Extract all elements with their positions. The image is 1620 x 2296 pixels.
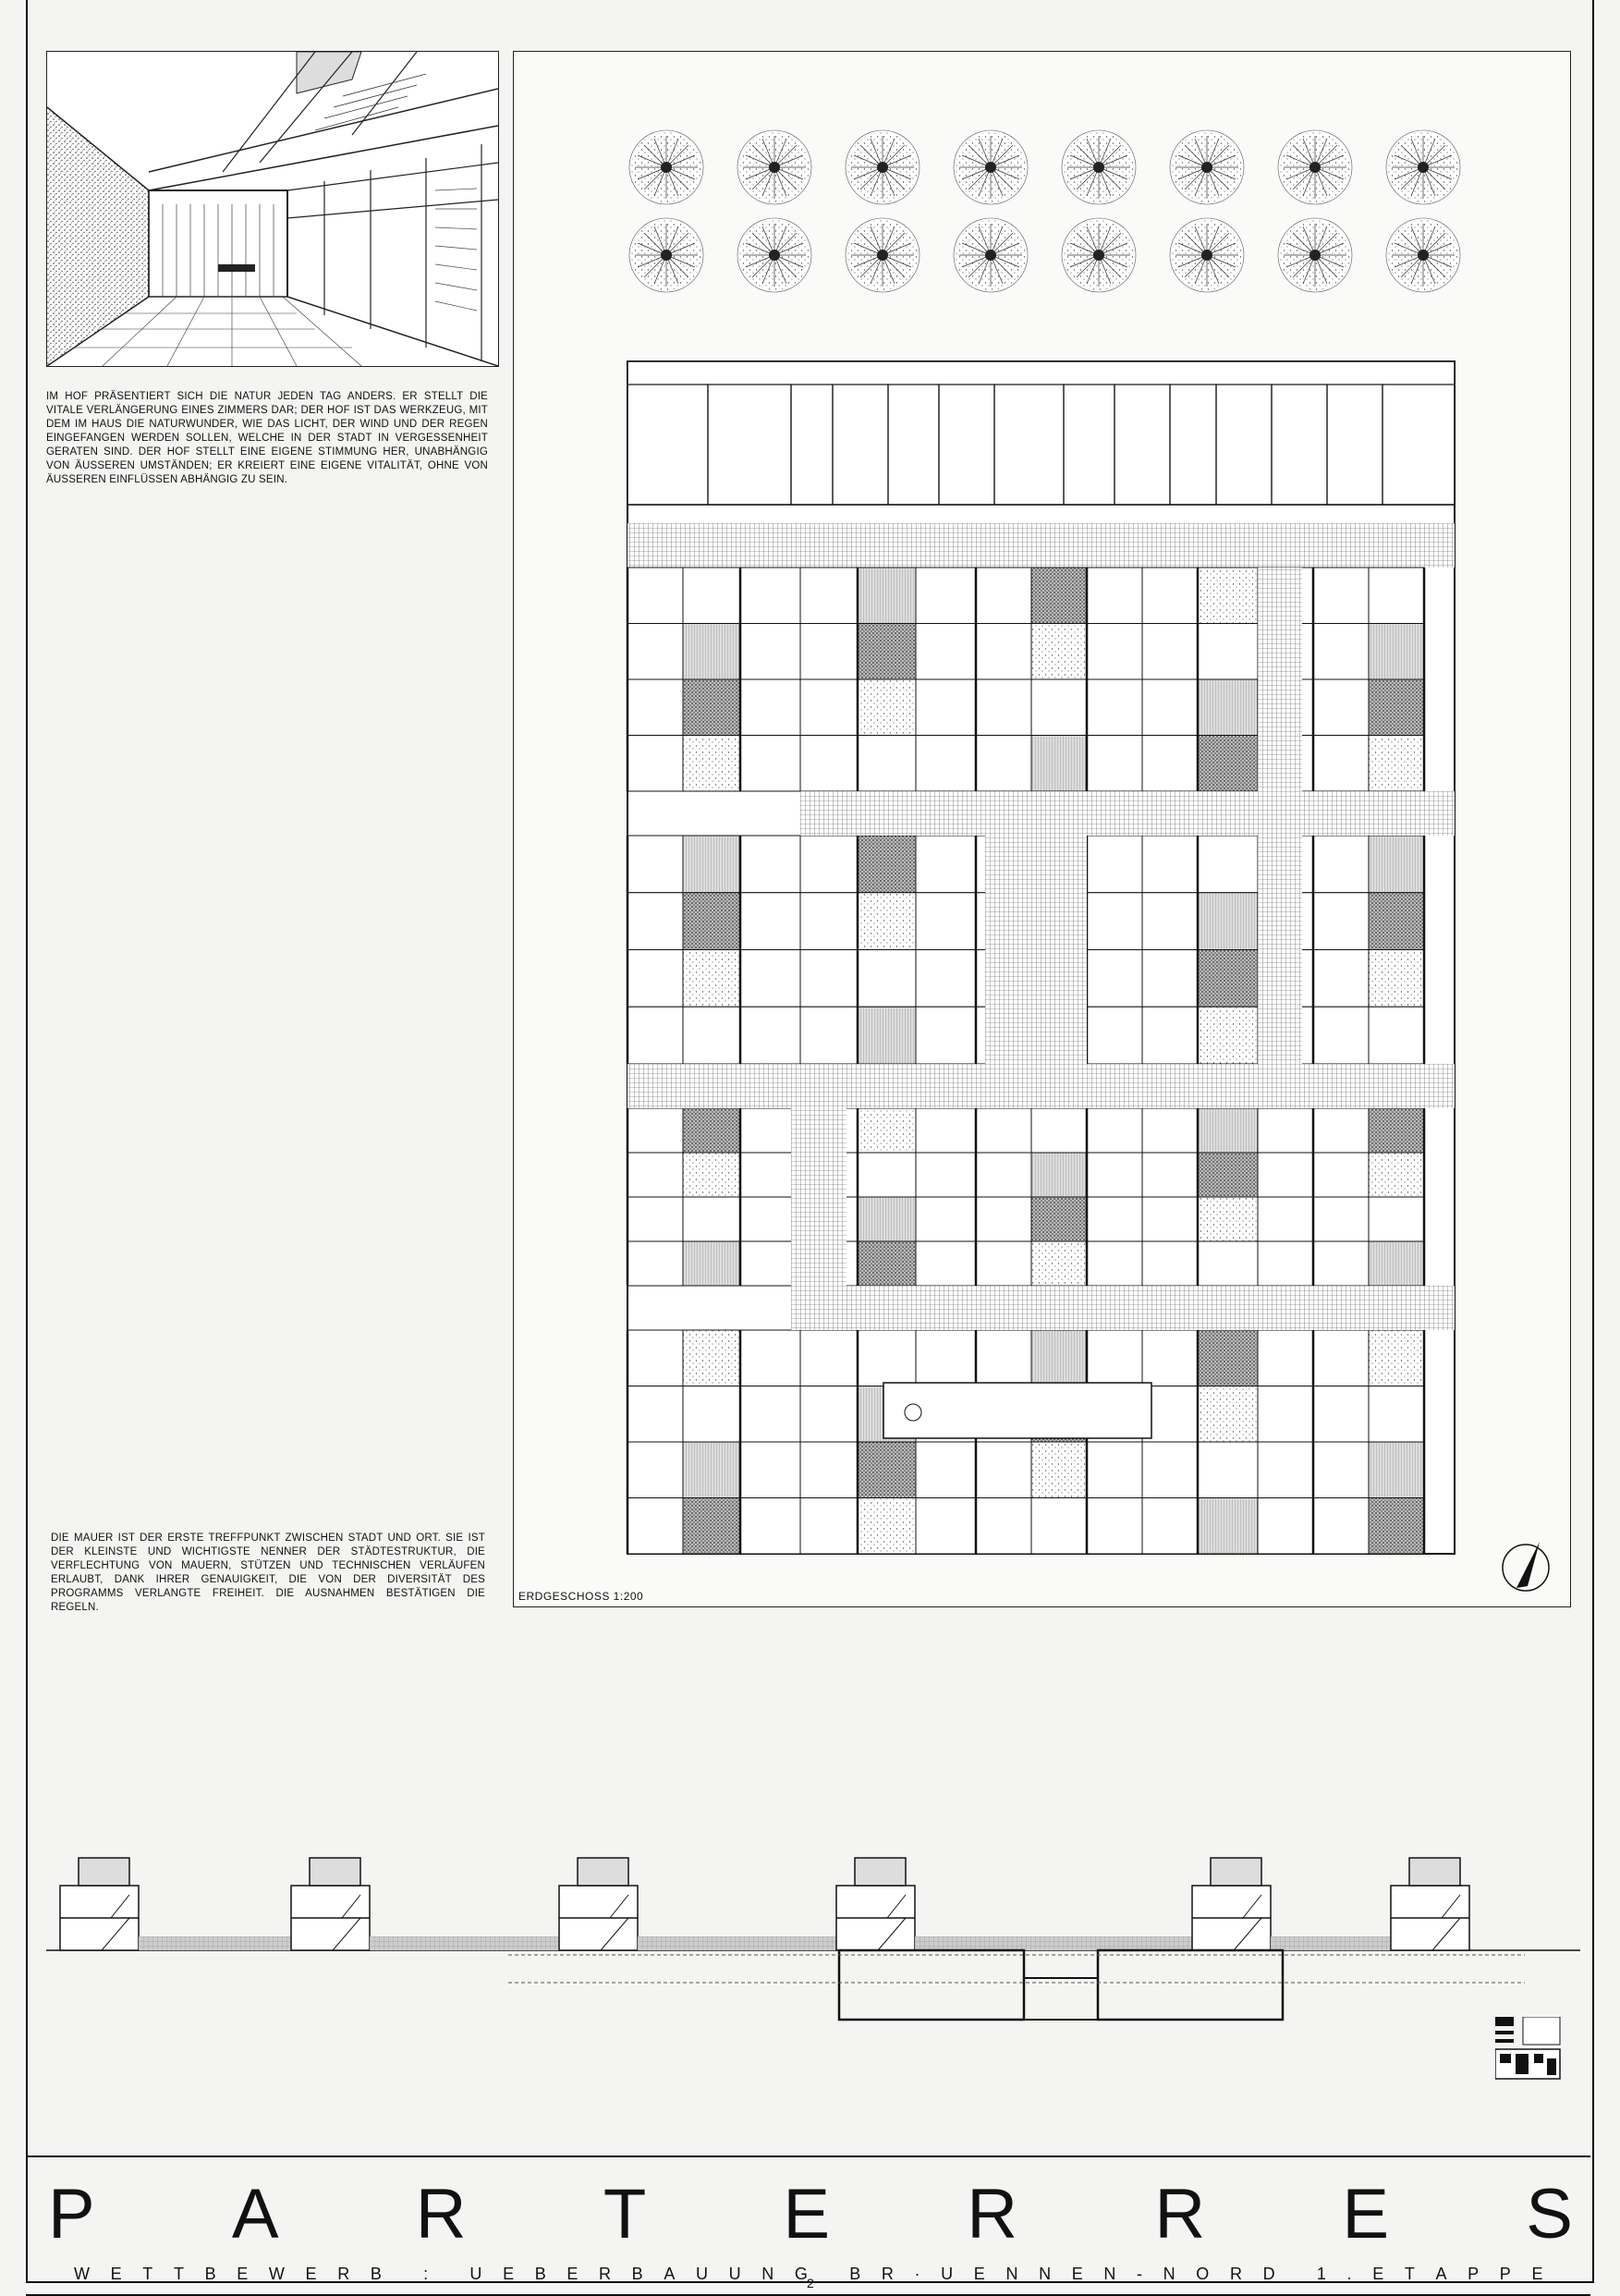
courtyard-description: IM HOF PRÄSENTIERT SICH DIE NATUR JEDEN TAG ANDERS. ER STELLT DIE VITALE VERLÄNGERUNG EINES ZIMMERS DAR; DER HOF IST DAS WERKZEUG, MIT DEM IM HAUS DIE NATURWUNDER, WIE DAS LICHT, DER WIND UND DER REGEN EINGEFANGEN WERDEN SOLLEN, WELCHE IN DER STADT IN VERGESSENHEIT GERATEN SIND. DER HOF STELLT EINE EIGENE STIMMUNG HER, UNABHÄNGIG VON ÄUSSEREN UMSTÄNDEN; ER KREIERT EINE EIGENE VITALITÄT, OHNE VON ÄUSSEREN EINFLÜSSEN ABHÄNGIG ZU SEIN. <box>46 391 488 485</box>
plan-cell <box>1258 1153 1313 1197</box>
plan-cell <box>1198 1108 1258 1153</box>
plan-cell <box>683 736 740 792</box>
plan-cell <box>976 1108 1031 1153</box>
plan-cell <box>1369 1108 1424 1153</box>
plan-cell <box>1087 1442 1142 1498</box>
section-house <box>836 1858 1192 1950</box>
plan-cell <box>683 1197 740 1241</box>
subtitle-letter: N <box>761 2265 774 2283</box>
plan-cell <box>1031 736 1087 792</box>
title-letter: R <box>415 2175 467 2253</box>
plan-cell <box>800 736 858 792</box>
plan-cell <box>1258 1498 1313 1555</box>
plan-cell <box>1198 1330 1258 1386</box>
subtitle-letter: W <box>268 2265 285 2283</box>
plan-cell <box>858 1153 916 1197</box>
plan-cell <box>800 950 858 1008</box>
plan-cell <box>1087 1498 1142 1555</box>
plan-cell <box>1369 1153 1424 1197</box>
plan-cell <box>800 1330 858 1386</box>
plan-cell <box>683 1153 740 1197</box>
subtitle-letter: B <box>631 2265 643 2283</box>
plan-cell <box>1087 1197 1142 1241</box>
title-block <box>26 2156 1590 2157</box>
plan-cell <box>858 1241 916 1286</box>
plan-cell <box>740 736 800 792</box>
plan-cell <box>1142 1442 1198 1498</box>
plan-cell <box>1198 1241 1258 1286</box>
plan-cell <box>858 893 916 950</box>
plan-cell <box>916 1108 976 1153</box>
plan-cell <box>1369 1197 1424 1241</box>
plan-cell <box>683 1442 740 1498</box>
plan-cell <box>976 568 1031 624</box>
plan-cell <box>858 1442 916 1498</box>
plan-cell <box>916 1197 976 1241</box>
plan-cell <box>1087 1153 1142 1197</box>
subtitle-letter: : <box>423 2265 429 2283</box>
title-letter: E <box>1342 2175 1390 2253</box>
plan-cell <box>627 836 683 893</box>
plan-cell <box>1369 1442 1424 1498</box>
title-parterres <box>48 2175 1573 2253</box>
plan-cell <box>1198 736 1258 792</box>
plan-cell <box>740 624 800 680</box>
plan-cell <box>1369 568 1424 624</box>
plan-cell <box>1087 893 1142 950</box>
subtitle-letter: A <box>1435 2265 1447 2283</box>
subtitle-letter: . <box>1346 2265 1352 2283</box>
subtitle-letter: - <box>1137 2265 1143 2283</box>
plan-cell <box>976 1330 1031 1386</box>
plan-cell <box>1369 1007 1424 1064</box>
plan-cell <box>1198 836 1258 893</box>
plan-cell <box>740 893 800 950</box>
subtitle-letter: 1 <box>1316 2265 1326 2283</box>
plan-cell <box>740 1007 800 1064</box>
plan-cell <box>627 1498 683 1555</box>
title-letter: S <box>1526 2175 1573 2253</box>
plan-cell <box>1198 1498 1258 1555</box>
subtitle-letter: U <box>728 2265 741 2283</box>
subtitle-letter: E <box>1531 2265 1543 2283</box>
plan-cell <box>1087 950 1142 1008</box>
plan-cell <box>858 679 916 736</box>
plan-cell <box>1031 1241 1087 1286</box>
plan-cell <box>627 568 683 624</box>
plan-cell <box>1031 568 1087 624</box>
plan-cell <box>740 568 800 624</box>
plan-cell <box>1198 679 1258 736</box>
plan-cell <box>916 1442 976 1498</box>
ground-floor-plan-panel <box>513 51 1571 1607</box>
plan-cell <box>1142 836 1198 893</box>
plan-cell <box>683 1108 740 1153</box>
plan-cell <box>1313 1007 1369 1064</box>
plan-cell <box>1142 1330 1198 1386</box>
plan-cell <box>976 679 1031 736</box>
plan-cell <box>916 736 976 792</box>
plan-cell <box>683 950 740 1008</box>
plan-cell <box>1313 893 1369 950</box>
tree-symbol <box>954 218 1028 292</box>
subtitle-letter: A <box>664 2265 676 2283</box>
plan-cell <box>1142 893 1198 950</box>
plan-cell <box>800 1498 858 1555</box>
tree-symbol <box>846 130 920 204</box>
plan-cell <box>1031 624 1087 680</box>
subtitle-letter: E <box>503 2265 515 2283</box>
plan-cell <box>1198 1442 1258 1498</box>
subtitle-letter: R <box>1229 2265 1242 2283</box>
plan-cell <box>1087 679 1142 736</box>
plan-caption: ERDGESCHOSS 1:200 <box>518 1590 644 1603</box>
plan-cell <box>1142 736 1198 792</box>
courtyard-perspective-drawing <box>47 52 498 366</box>
plan-cell <box>1142 568 1198 624</box>
plan-cell <box>916 1241 976 1286</box>
tree-symbol <box>954 130 1028 204</box>
plan-cell <box>627 1241 683 1286</box>
tree-symbol <box>737 218 811 292</box>
plan-cell <box>858 1330 916 1386</box>
plan-cell <box>1369 679 1424 736</box>
plan-cell <box>858 1007 916 1064</box>
plan-cell <box>976 1241 1031 1286</box>
courtyard-perspective-panel <box>46 51 499 367</box>
title-letter: E <box>783 2175 831 2253</box>
subtitle-letter: U <box>469 2265 482 2283</box>
plan-cell <box>1258 1197 1313 1241</box>
tree-symbol <box>1386 218 1460 292</box>
plan-cell <box>1313 1442 1369 1498</box>
plan-cell <box>1087 736 1142 792</box>
subtitle-letter: P <box>1468 2265 1480 2283</box>
plan-cell <box>1313 1498 1369 1555</box>
plan-cell <box>1369 736 1424 792</box>
section-house <box>1192 1858 1391 1950</box>
plan-cell <box>627 1197 683 1241</box>
plan-cell <box>1087 624 1142 680</box>
plan-cell <box>976 1442 1031 1498</box>
plan-cell <box>858 1498 916 1555</box>
subtitle-letter: E <box>566 2265 579 2283</box>
plan-cell <box>916 1330 976 1386</box>
plan-cell <box>1142 624 1198 680</box>
plan-cell <box>858 950 916 1008</box>
plan-cell <box>1142 1007 1198 1064</box>
plan-cell <box>800 1386 858 1443</box>
subtitle-letter: E <box>305 2265 317 2283</box>
subtitle-letter: P <box>1499 2265 1511 2283</box>
plan-cell <box>1142 1108 1198 1153</box>
plan-cell <box>683 679 740 736</box>
section-house <box>1391 1858 1469 1950</box>
subtitle-letter: T <box>1404 2265 1415 2283</box>
subtitle-letter: D <box>1262 2265 1275 2283</box>
plan-cell <box>740 1330 800 1386</box>
subtitle-letter: U <box>941 2265 954 2283</box>
subtitle-letter: G <box>794 2265 808 2283</box>
plan-cell <box>1313 624 1369 680</box>
subtitle-letter: N <box>1005 2265 1018 2283</box>
plan-cell <box>916 950 976 1008</box>
plan-cell <box>800 893 858 950</box>
plan-cell <box>1087 568 1142 624</box>
subtitle-letter: U <box>695 2265 708 2283</box>
plan-cell <box>1313 736 1369 792</box>
subtitle-letter: R <box>881 2265 894 2283</box>
plan-cell <box>916 893 976 950</box>
plan-cell <box>1031 679 1087 736</box>
plan-cell <box>1369 1386 1424 1443</box>
tree-symbol <box>1170 130 1244 204</box>
plan-cell <box>1198 1007 1258 1064</box>
plan-cell <box>858 624 916 680</box>
plan-cell <box>858 736 916 792</box>
plan-cell <box>683 1241 740 1286</box>
plan-cell <box>740 950 800 1008</box>
plan-cell <box>1142 950 1198 1008</box>
subtitle-letter: T <box>142 2265 153 2283</box>
plan-cell <box>1142 679 1198 736</box>
subtitle-letter: B <box>849 2265 861 2283</box>
plan-cell <box>800 1007 858 1064</box>
plan-cell <box>627 1108 683 1153</box>
plan-cell <box>1198 624 1258 680</box>
plan-cell <box>1369 893 1424 950</box>
plan-cell <box>858 568 916 624</box>
plan-cell <box>1313 836 1369 893</box>
plan-cell <box>916 568 976 624</box>
plan-cell <box>683 1386 740 1443</box>
plan-cell <box>1198 893 1258 950</box>
plan-cell <box>1142 1197 1198 1241</box>
plan-cell <box>1369 836 1424 893</box>
plan-cell <box>627 624 683 680</box>
plan-cell <box>1369 1241 1424 1286</box>
subtitle-letter: E <box>110 2265 122 2283</box>
plan-cell <box>1087 1241 1142 1286</box>
wall-description: DIE MAUER IST DER ERSTE TREFFPUNKT ZWISCHEN STADT UND ORT. SIE IST DER KLEINSTE UND WICHTIGSTE NENNER DER STÄDTESTRUKTUR, DIE VERFLECHTUNG VON MAUERN, STÜTZEN UND TECHNISCHEN VERLÄUFEN ERLAUBT, DANK IHRER GENAUIGKEIT, DIE VON DER DIVERSITÄT DES PROGRAMMS VERLANGTE FREIHEIT. DIE AUSNAHMEN BESTÄTIGEN DIE REGELN. <box>51 1533 485 1613</box>
plan-cell <box>1313 1241 1369 1286</box>
subtitle-letter: O <box>1196 2265 1210 2283</box>
plan-cell <box>1313 679 1369 736</box>
plan-cell <box>976 1153 1031 1197</box>
subtitle-letter: E <box>1372 2265 1384 2283</box>
tree-symbol <box>737 130 811 204</box>
plan-cell <box>627 950 683 1008</box>
title-letter: T <box>603 2175 647 2253</box>
plan-cell <box>916 624 976 680</box>
plan-cell <box>683 1007 740 1064</box>
plan-cell <box>683 568 740 624</box>
plan-cell <box>1087 1007 1142 1064</box>
title-letter: R <box>967 2175 1018 2253</box>
tree-symbol <box>846 218 920 292</box>
plan-cell <box>1369 1330 1424 1386</box>
plan-cell <box>683 893 740 950</box>
plan-cell <box>1258 1241 1313 1286</box>
subtitle-letter: N <box>1103 2265 1116 2283</box>
plan-cell <box>858 1197 916 1241</box>
subtitle-letter: E <box>237 2265 249 2283</box>
subtitle-letter: B <box>534 2265 546 2283</box>
tree-symbol <box>629 130 703 204</box>
plan-cell <box>627 1007 683 1064</box>
plan-cell <box>858 836 916 893</box>
plan-cell <box>800 568 858 624</box>
plan-cell <box>627 893 683 950</box>
plan-cell <box>1313 1153 1369 1197</box>
key-plan-icon <box>1495 2017 1565 2082</box>
plan-cell <box>683 624 740 680</box>
tree-symbol <box>1278 218 1352 292</box>
tree-symbol <box>629 218 703 292</box>
plan-cell <box>800 624 858 680</box>
plan-cell <box>976 1498 1031 1555</box>
plan-cell <box>1142 1498 1198 1555</box>
section-house <box>559 1858 836 1950</box>
section-house <box>291 1858 559 1950</box>
plan-cell <box>858 1108 916 1153</box>
plan-cell <box>976 624 1031 680</box>
plan-cell <box>683 1498 740 1555</box>
plan-cell <box>1142 1153 1198 1197</box>
plan-cell <box>916 836 976 893</box>
section-elevation-drawing <box>46 1844 1599 2029</box>
plan-cell <box>1087 836 1142 893</box>
plan-cell <box>740 1442 800 1498</box>
plan-cell <box>1198 1197 1258 1241</box>
plan-cell <box>800 1442 858 1498</box>
tree-symbol <box>1278 130 1352 204</box>
plan-cell <box>627 1386 683 1443</box>
plan-cell <box>1198 950 1258 1008</box>
title-letter: P <box>48 2175 95 2253</box>
plan-cell <box>800 679 858 736</box>
subtitle-letter: T <box>173 2265 184 2283</box>
tree-symbol <box>1170 218 1244 292</box>
title-letter: A <box>231 2175 279 2253</box>
title-letter: R <box>1154 2175 1206 2253</box>
plan-cell <box>740 836 800 893</box>
plan-cell <box>740 679 800 736</box>
tree-symbol <box>1386 130 1460 204</box>
plan-cell <box>627 1330 683 1386</box>
plan-cell <box>1313 950 1369 1008</box>
plan-cell <box>800 836 858 893</box>
plan-cell <box>916 1007 976 1064</box>
subtitle-letter: W <box>74 2265 90 2283</box>
plan-cell <box>1031 1197 1087 1241</box>
section-house <box>60 1858 291 1950</box>
plan-cell <box>976 1197 1031 1241</box>
plan-cell <box>1369 950 1424 1008</box>
plan-cell <box>627 1153 683 1197</box>
plan-cell <box>683 1330 740 1386</box>
plan-cell <box>683 836 740 893</box>
plan-cell <box>1313 1330 1369 1386</box>
plan-cell <box>916 679 976 736</box>
plan-cell <box>1369 624 1424 680</box>
subtitle-letter: E <box>973 2265 985 2283</box>
plan-cell <box>1258 1386 1313 1443</box>
subtitle-letter: B <box>204 2265 216 2283</box>
page-number: 2 <box>807 2276 814 2290</box>
ground-floor-plan-drawing <box>514 52 1570 1606</box>
tree-symbol <box>1062 130 1136 204</box>
plan-cell <box>1313 1386 1369 1443</box>
subtitle-letter: N <box>1039 2265 1052 2283</box>
plan-cell <box>740 1386 800 1443</box>
plan-cell <box>1198 568 1258 624</box>
subtitle-letter: E <box>1071 2265 1083 2283</box>
plan-cell <box>740 1498 800 1555</box>
plan-cell <box>1369 1498 1424 1555</box>
plan-cell <box>1313 568 1369 624</box>
plan-cell <box>1313 1197 1369 1241</box>
tree-symbol <box>1062 218 1136 292</box>
plan-cell <box>1031 1498 1087 1555</box>
plan-cell <box>1142 1241 1198 1286</box>
subtitle-letter: R <box>337 2265 350 2283</box>
plan-cell <box>1087 1108 1142 1153</box>
subtitle-letter: N <box>1163 2265 1175 2283</box>
plan-cell <box>1258 1442 1313 1498</box>
plan-cell <box>1031 1442 1087 1498</box>
plan-cell <box>1031 1330 1087 1386</box>
plan-cell <box>976 736 1031 792</box>
plan-cell <box>1031 1108 1087 1153</box>
plan-cell <box>627 736 683 792</box>
plan-cell <box>1258 1108 1313 1153</box>
subtitle-letter: · <box>914 2265 920 2283</box>
plan-cell <box>1313 1108 1369 1153</box>
plan-cell <box>627 679 683 736</box>
plan-cell <box>916 1153 976 1197</box>
plan-cell <box>1198 1386 1258 1443</box>
subtitle-letter: R <box>599 2265 612 2283</box>
plan-cell <box>916 1498 976 1555</box>
plan-cell <box>627 1442 683 1498</box>
plan-cell <box>1087 1330 1142 1386</box>
plan-cell <box>1031 1153 1087 1197</box>
subtitle-letter: B <box>370 2265 382 2283</box>
plan-cell <box>1198 1153 1258 1197</box>
plan-cell <box>1258 1330 1313 1386</box>
